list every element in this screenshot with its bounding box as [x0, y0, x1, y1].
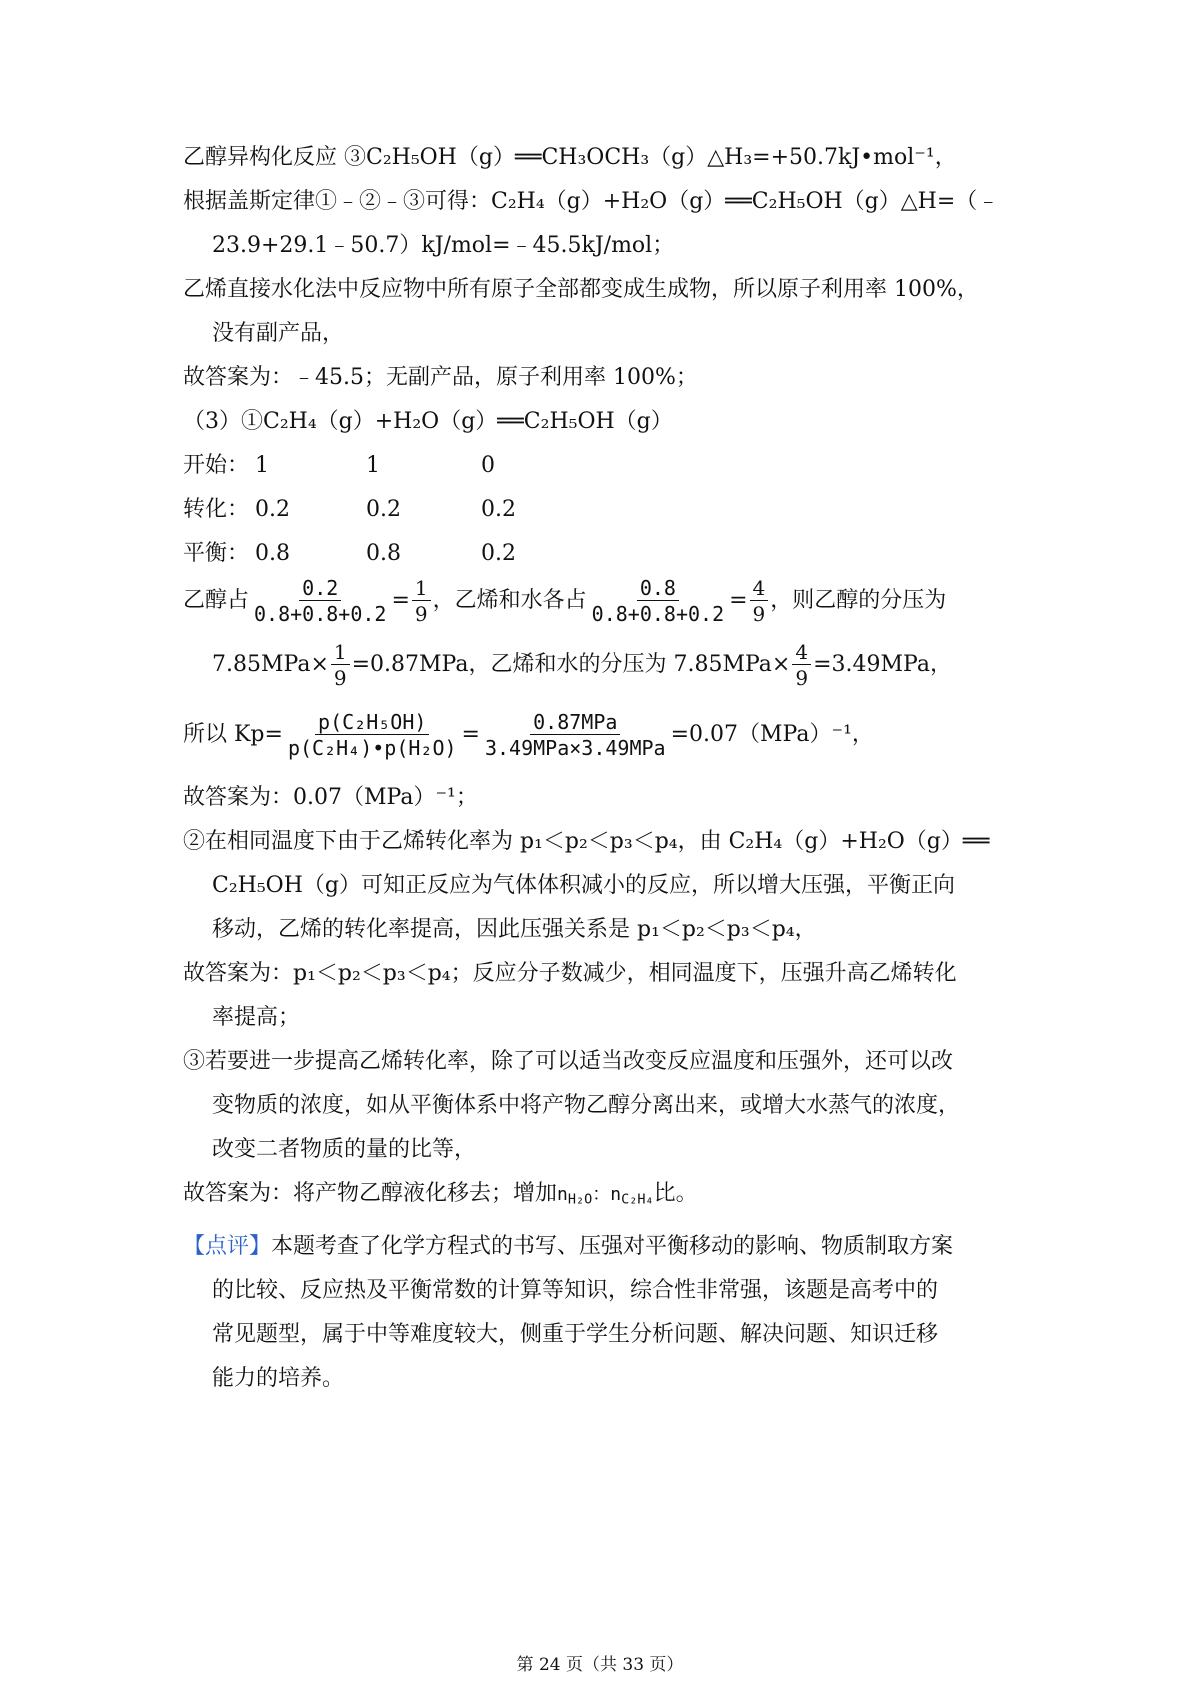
text-line: 故答案为：p₁＜p₂＜p₃＜p₄；反应分子数减少，相同温度下，压强升高乙烯转化: [183, 961, 957, 986]
text-fragment: =0.87MPa，乙烯和水的分压为 7.85MPa×: [351, 652, 791, 677]
denominator: 9: [333, 666, 347, 690]
subscript: H₂O: [567, 1191, 593, 1208]
row-value: 0.2: [366, 497, 401, 522]
text-line: 移动，乙烯的转化率提高，因此压强关系是 p₁＜p₂＜p₃＜p₄，: [212, 917, 817, 942]
text-line: 率提高；: [212, 1005, 301, 1030]
formula-line: [212, 642, 952, 688]
text-fragment: 本题考查了化学方程式的书写、压强对平衡移动的影响、物质制取方案: [271, 1234, 954, 1259]
text-line: 乙烯直接水化法中反应物中所有原子全部都变成生成物，所以原子利用率 100%，: [183, 277, 979, 302]
row-value: 1: [366, 453, 380, 478]
text-fragment: 所以 Kp=: [183, 722, 283, 747]
row-label: 平衡：: [183, 541, 250, 566]
text-line: 的比较、反应热及平衡常数的计算等知识，综合性非常强，该题是高考中的: [212, 1278, 939, 1303]
row-label: 转化：: [183, 497, 250, 522]
fraction: [589, 578, 727, 624]
denominator: 0.8+0.8+0.2: [254, 602, 387, 626]
table-row: [183, 495, 883, 525]
mole-ratio-expression: [557, 1184, 654, 1208]
text-line: ③若要进一步提高乙烯转化率，除了可以适当改变反应温度和压强外，还可以改: [183, 1049, 954, 1074]
equals-sign: =: [461, 722, 480, 747]
row-value: 0.2: [255, 497, 290, 522]
ratio-separator: ：: [592, 1184, 611, 1205]
text-fragment: ，乙烯和水各占: [432, 588, 587, 613]
text-fragment: =3.49MPa，: [813, 652, 952, 677]
text-line: 故答案为：﹣45.5；无副产品，原子利用率 100%；: [183, 365, 698, 390]
subscript: C₂H₄: [621, 1191, 654, 1208]
numerator: 0.87MPa: [530, 712, 620, 735]
denominator: 9: [795, 666, 809, 690]
row-value: 0.8: [366, 541, 401, 566]
denominator: p(C₂H₄)•p(H₂O): [287, 736, 457, 760]
text-line: 改变二者物质的量的比等，: [212, 1137, 477, 1162]
text-line: 没有副产品，: [212, 321, 345, 346]
row-value: 0.8: [255, 541, 290, 566]
symbol-n: n: [610, 1184, 622, 1205]
text-line: 23.9+29.1﹣50.7）kJ/mol=﹣45.5kJ/mol；: [212, 233, 675, 258]
fraction: [251, 578, 389, 624]
text-line: C₂H₅OH（g）可知正反应为气体体积减小的反应，所以增大压强，平衡正向: [212, 873, 955, 898]
denominator: 9: [414, 602, 428, 626]
text-line: 故答案为：0.07（MPa）⁻¹；: [183, 785, 478, 810]
denominator: 3.49MPa×3.49MPa: [484, 736, 666, 760]
table-row: [183, 451, 883, 481]
review-line: [183, 1232, 953, 1262]
equals-sign: =: [729, 588, 748, 613]
fraction: [482, 712, 669, 758]
denominator: 9: [752, 602, 766, 626]
text-fragment: 乙醇占: [183, 588, 250, 613]
text-fragment: =0.07（MPa）⁻¹，: [670, 722, 874, 747]
review-tag: 【点评】: [183, 1234, 272, 1259]
page-footer: 第 24 页（共 33 页）: [516, 1655, 684, 1675]
row-label: 开始：: [183, 453, 250, 478]
text-fragment: 比。: [653, 1181, 698, 1206]
text-fragment: 故答案为：将产物乙醇液化移去；增加: [183, 1181, 558, 1206]
text-line: 根据盖斯定律①﹣②﹣③可得：C₂H₄（g）+H₂O（g）══C₂H₅OH（g）△H=（﹣: [183, 189, 1000, 214]
numerator: p(C₂H₅OH): [315, 712, 429, 735]
row-value: 0.2: [481, 541, 516, 566]
text-line: 乙醇异构化反应 ③C₂H₅OH（g）══CH₃OCH₃（g）△H₃=+50.7kJ•mol⁻¹，: [183, 145, 957, 170]
numerator: 0.8: [637, 578, 679, 601]
numerator: 4: [750, 578, 769, 601]
row-value: 1: [255, 453, 269, 478]
formula-line: [183, 578, 946, 624]
fraction: [750, 578, 769, 624]
row-value: 0.2: [481, 497, 516, 522]
text-line: ②在相同温度下由于乙烯转化率为 p₁＜p₂＜p₃＜p₄，由 C₂H₄（g）+H₂O（g）══: [183, 829, 990, 854]
text-line: 常见题型，属于中等难度较大，侧重于学生分析问题、解决问题、知识迁移: [212, 1322, 939, 1347]
text-line: [183, 1179, 698, 1210]
equals-sign: =: [391, 588, 410, 613]
numerator: 4: [792, 642, 811, 665]
numerator: 0.2: [299, 578, 341, 601]
fraction: [285, 712, 460, 758]
formula-line: [183, 712, 874, 758]
numerator: 1: [412, 578, 431, 601]
symbol-n: n: [557, 1184, 568, 1205]
fraction: [412, 578, 431, 624]
denominator: 0.8+0.8+0.2: [591, 602, 725, 626]
text-line: 能力的培养。: [212, 1366, 345, 1391]
text-line: 变物质的浓度，如从平衡体系中将产物乙醇分离出来，或增大水蒸气的浓度，: [212, 1093, 961, 1118]
text-fragment: 7.85MPa×: [212, 652, 329, 677]
row-value: 0: [481, 453, 495, 478]
table-row: [183, 539, 883, 569]
text-fragment: ，则乙醇的分压为: [770, 588, 947, 613]
fraction: [792, 642, 811, 688]
fraction: [331, 642, 350, 688]
numerator: 1: [331, 642, 350, 665]
text-line: （3）①C₂H₄（g）+H₂O（g）══C₂H₅OH（g）: [183, 409, 673, 434]
